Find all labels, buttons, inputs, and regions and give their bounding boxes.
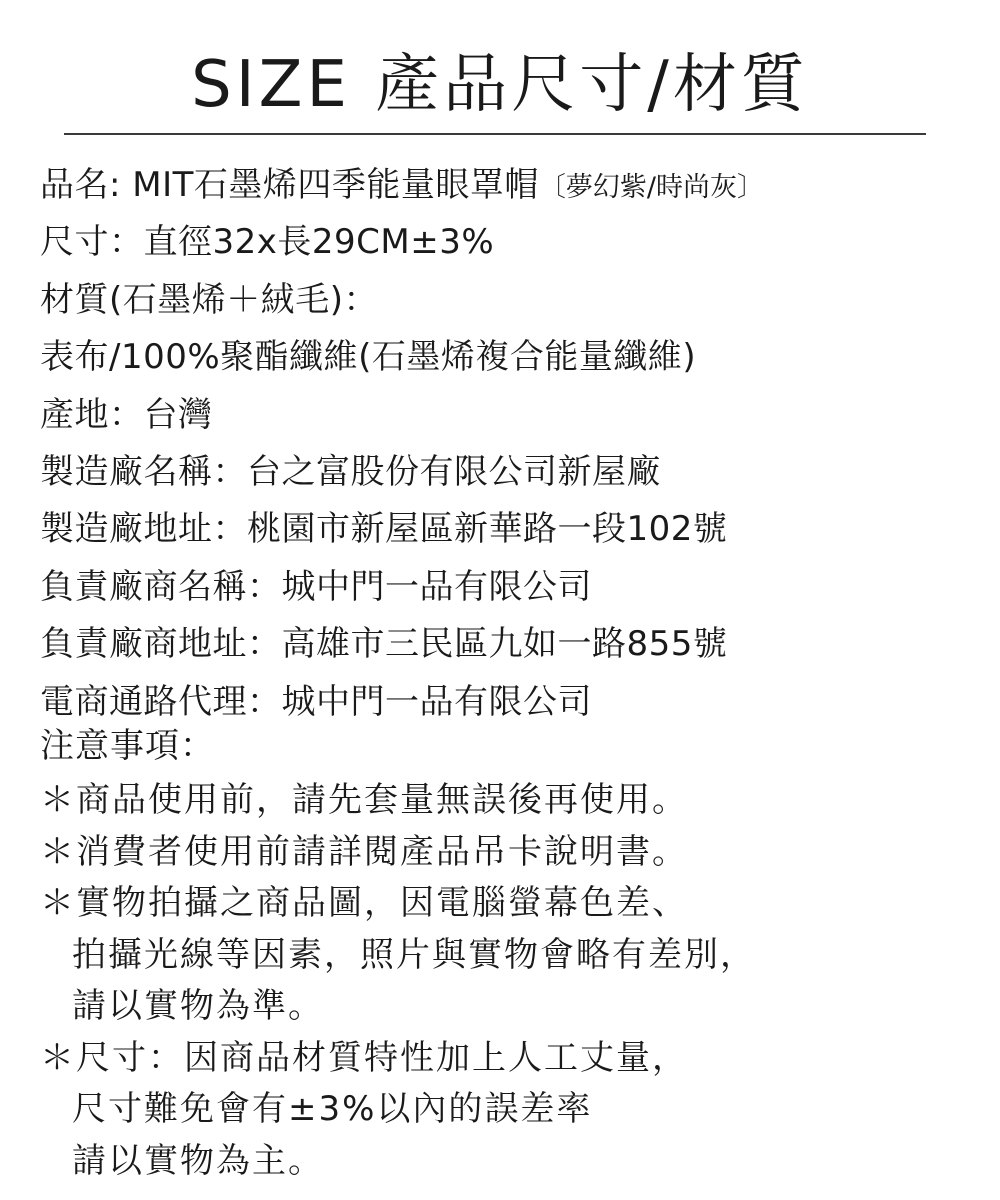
page-title: SIZE 產品尺寸/材質 (191, 48, 809, 122)
note-line: 尺寸難免會有±3%以內的誤差率 (72, 1089, 593, 1129)
material-detail: 表布/100%聚酯纖維(石墨烯複合能量纖維) (40, 337, 697, 378)
ecommerce-agent: 電商通路代理：城中門一品有限公司 (40, 681, 592, 722)
note-line: ＊消費者使用前請詳閱產品吊卡說明書。 (40, 831, 688, 872)
notes-section (40, 718, 980, 1187)
vendor-name: 負責廠商名稱：城中門一品有限公司 (40, 566, 592, 607)
material-heading: 材質(石墨烯＋絨毛)： (40, 279, 379, 320)
origin: 產地：台灣 (40, 394, 213, 435)
note-item (40, 775, 980, 827)
product-info-list (40, 157, 980, 731)
notes-heading: 注意事項： (40, 726, 215, 766)
note-line: 拍攝光線等因素，照片與實物會略有差別， (72, 934, 756, 975)
notes-list (40, 775, 980, 1187)
manufacturer-address: 製造廠地址：桃園市新屋區新華路一段102號 (40, 509, 728, 550)
manufacturer-name: 製造廠名稱：台之富股份有限公司新屋廠 (40, 451, 661, 492)
note-item (40, 878, 980, 1033)
note-line: 請以實物為主。 (72, 1140, 324, 1181)
note-line: ＊尺寸：因商品材質特性加上人工丈量， (40, 1037, 688, 1078)
note-item (40, 827, 980, 879)
note-item (40, 1033, 980, 1188)
product-name-variant: 〔夢幻紫/時尚灰〕 (538, 172, 765, 203)
product-size: 尺寸：直徑32x長29CM±3% (40, 222, 495, 263)
vendor-address: 負責廠商地址：高雄市三民區九如一路855號 (40, 624, 728, 665)
note-line: ＊商品使用前，請先套量無誤後再使用。 (40, 780, 688, 820)
product-name (40, 157, 980, 214)
title-divider (64, 133, 926, 135)
product-name-main: 品名: MIT石墨烯四季能量眼罩帽 (40, 165, 539, 205)
note-line: ＊實物拍攝之商品圖，因電腦螢幕色差、 (40, 883, 688, 923)
note-line: 請以實物為準。 (72, 986, 324, 1026)
